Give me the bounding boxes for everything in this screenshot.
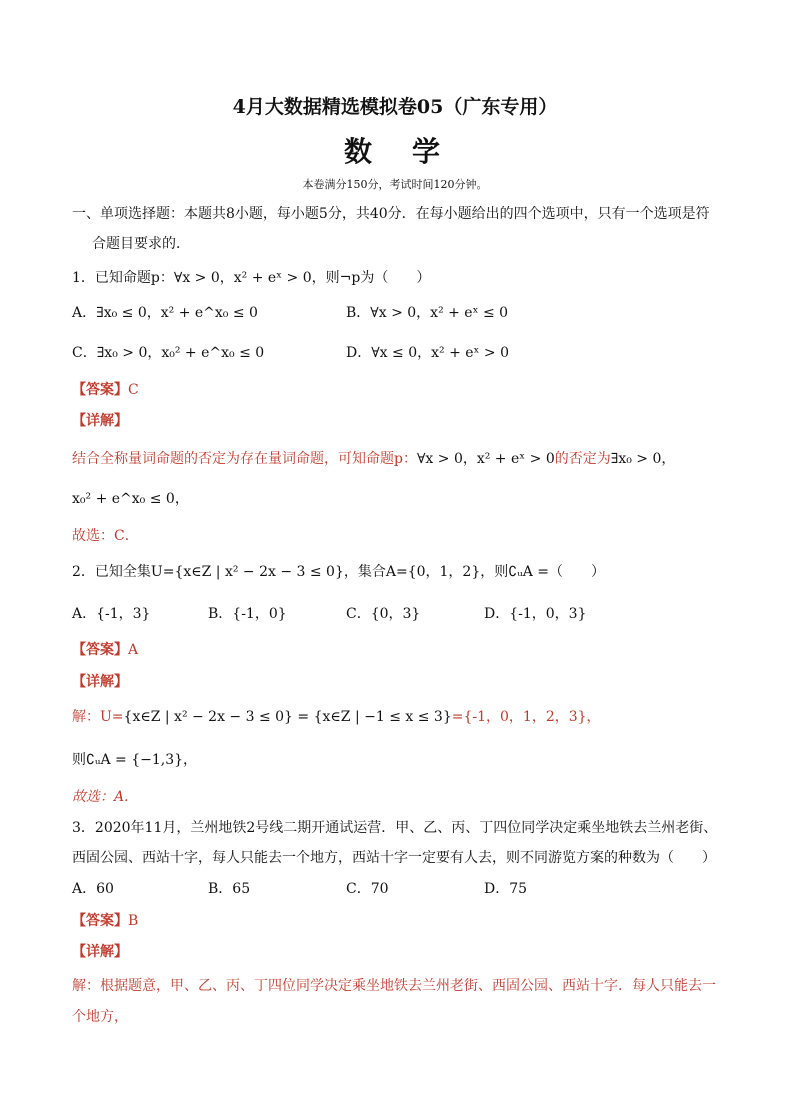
q1-option-c: C．∃x₀ > 0，x₀² + e^x₀ ≤ 0 (72, 345, 265, 361)
q3-detail-line2: 个地方， (72, 1009, 128, 1025)
exam-title: 4月大数据精选模拟卷05（广东专用） (232, 96, 558, 118)
q1-detail-part2: ∀x > 0，x² + eˣ > 0 (416, 451, 555, 467)
q1-option-a: A．∃x₀ ≤ 0，x² + e^x₀ ≤ 0 (72, 305, 258, 321)
q2-conclusion: 故选：A. (72, 789, 129, 805)
q1-conclusion: 故选：C． (72, 528, 139, 544)
q2-detail-eq: = (292, 709, 314, 725)
q2-option-a: A．{-1，3} (72, 606, 151, 622)
q1-option-b: B．∀x > 0，x² + eˣ ≤ 0 (346, 305, 509, 321)
q2-detail-prefix: 解： (72, 709, 100, 725)
q1-detail-tag: 【详解】 (72, 413, 128, 429)
q1-answer (72, 380, 139, 400)
exam-note: 本卷满分150分，考试时间120分钟。 (302, 178, 488, 191)
q1-detail-part3: 的否定为 (554, 451, 611, 467)
q2-answer-tag: 【答案】 (72, 642, 128, 658)
q1-detail-line2: x₀² + e^x₀ ≤ 0， (72, 491, 189, 507)
q2-answer-value: A (128, 642, 139, 658)
q2-option-c: C．{0，3} (346, 606, 421, 622)
q3-option-d: D．75 (484, 881, 528, 897)
q2-answer (72, 640, 138, 660)
q3-answer (72, 911, 138, 931)
q3-option-c: C．70 (346, 881, 389, 897)
q1-detail-part1: 结合全称量词命题的否定为存在量词命题，可知命题p： (72, 451, 417, 467)
q2-detail-set2: {x∈Z | −1 ≤ x ≤ 3} (313, 709, 452, 725)
q3-detail-tag: 【详解】 (72, 944, 128, 960)
q3-detail-line1: 解：根据题意，甲、乙、丙、丁四位同学决定乘坐地铁去兰州老街、西固公园、西站十字．每人只能去一 (72, 978, 716, 994)
q3-answer-tag: 【答案】 (72, 913, 128, 929)
q2-option-b: B．{-1，0} (208, 606, 287, 622)
q1-detail-part4: ∃x₀ > 0， (610, 451, 676, 467)
q3-stem-line2: 西固公园、西站十字，每人只能去一个地方，西站十字一定要有人去，则不同游览方案的种数为（ ） (72, 850, 716, 866)
subject-title: 数 学 (343, 135, 446, 168)
q3-option-a: A．60 (72, 881, 114, 897)
section-heading-line1: 一、单项选择题：本题共8小题，每小题5分，共40分．在每小题给出的四个选项中，只有一个选项是符 (72, 206, 710, 222)
q2-stem (72, 562, 605, 582)
q2-detail-result: ={-1，0，1，2，3}， (451, 709, 601, 725)
q2-detail-u: U= (100, 709, 124, 725)
q3-answer-value: B (128, 913, 139, 929)
q1-detail-line1 (72, 449, 675, 469)
q1-stem: 1．已知命题p：∀x > 0，x² + eˣ > 0，则¬p为（ ） (72, 270, 431, 286)
q2-stem-set: {x∈Z | x² − 2x − 3 ≤ 0} (174, 564, 344, 580)
q2-detail-line2: 则∁ᵤA = {−1,3}， (72, 752, 198, 768)
q1-option-d: D．∀x ≤ 0，x² + eˣ > 0 (346, 345, 510, 361)
q2-stem-part2: ，集合A={0，1，2}，则∁ᵤA =（ ） (343, 564, 606, 580)
q2-detail-tag: 【详解】 (72, 674, 128, 690)
q1-answer-value: C (128, 382, 139, 398)
section-heading-line2: 合题目要求的． (92, 236, 190, 252)
q2-option-d: D．{-1，0，3} (484, 606, 587, 622)
q2-detail-line1 (72, 707, 601, 727)
q2-detail-set1: {x∈Z | x² − 2x − 3 ≤ 0} (123, 709, 293, 725)
q1-answer-tag: 【答案】 (72, 382, 128, 398)
q3-stem-line1: 3．2020年11月，兰州地铁2号线二期开通试运营．甲、乙、丙、丁四位同学决定乘坐地铁去兰州老街、 (72, 820, 718, 836)
q2-stem-part1: 2．已知全集U= (72, 564, 175, 580)
q3-option-b: B．65 (208, 881, 251, 897)
